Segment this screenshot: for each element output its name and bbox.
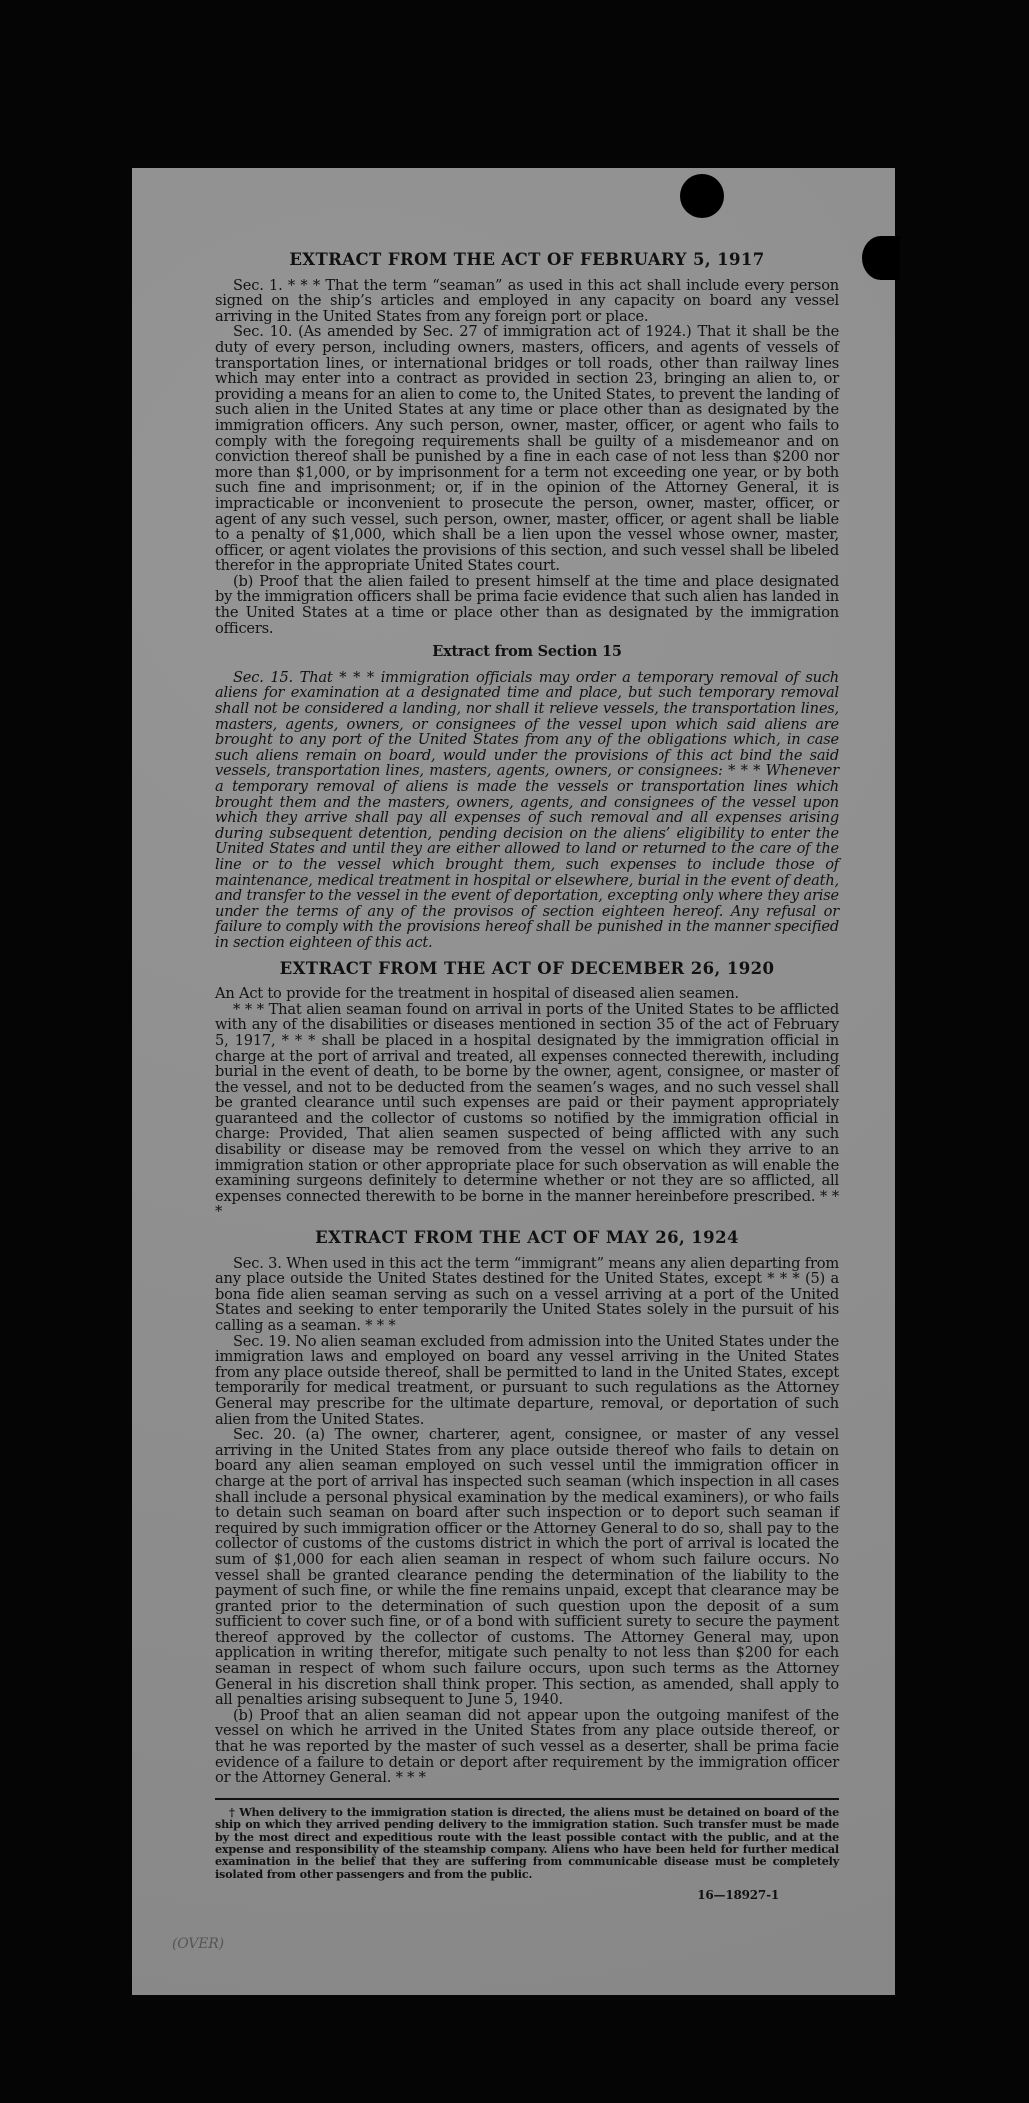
document-page [132, 168, 895, 1995]
act-1920-body: * * * That alien seaman found on arrival in ports of the United States to be afflicted with any of the disabilities or diseases mentioned in section 35 of the act of February 5, 1917, * * * shall be placed in a hospital designated by the immigration official in charge at the port of arrival and treated, all expenses connected therewith, including burial in the event of death, to be borne by the owner, agent, consignee, or master of the vessel, and not to be deducted from the seamen’s wages, and no such vessel shall be granted clearance until such expenses are paid or their payment appropriately guaranteed and the collector of customs so notified by the immigration official in charge: Provided, That alien seamen suspected of being afflicted with any such disability or disease may be removed from the vessel on which they arrive to an immigration station or other appropriate place for such observation as will enable the examining surgeons definitely to determine whether or not they are so afflicted, all expenses connected therewith to be borne in the manner hereinbefore prescribed. * * * [215, 1000, 839, 1221]
heading-act-1920: EXTRACT FROM THE ACT OF DECEMBER 26, 1920 [279, 958, 775, 978]
section-20: Sec. 20. (a) The owner, charterer, agent, consignee, or master of any vessel arriving in the United States from any place outside thereof who fails to detain on board any alien seaman employed on such vessel until the immigration officer in charge at the port of arrival has inspected such seaman (which inspection in all cases shall include a personal physical examination by the medical examiners), or who fails to detain such seaman on board after such inspection or to deport such seaman if required by such immigration officer or the Attorney General to do so, shall pay to the collector of customs of the customs district in which the port of arrival is located the sum of $1,000 for each alien seaman in respect of whom such failure occurs. No vessel shall be granted clearance pending the determination of the liability to the payment of such fine, or while the fine remains unpaid, except that clearance may be granted prior to the determination of such question upon the deposit of a sum sufficient to cover such fine, or of a bond with sufficient surety to secure the payment thereof approved by the collector of customs. The Attorney General may, upon application in writing therefor, mitigate such penalty to not less than $200 for each seaman in respect of whom such failure occurs, upon such terms as the Attorney General in his discretion shall think proper. This section, as amended, shall apply to all penalties arising subsequent to June 5, 1940. [215, 1426, 839, 1709]
footnote: † When delivery to the immigration station is directed, the aliens must be detained on board of the ship on which they arrived pending delivery to the immigration station. Such transfer must be made by the most direct and expeditious route with the least possible contact with the public, and at the expense and responsibility of the steamship company. Aliens who have been held for further medical examination in the belief that they are suffering from communicable disease must be completely isolated from other passengers and from the public. [215, 1804, 839, 1881]
section-19: Sec. 19. No alien seaman excluded from admission into the United States under the immigration laws and employed on board any vessel arriving in the United States from any place outside thereof, shall be permitted to land in the United States, except temporarily for medical treatment, or pursuant to such regulations as the Attorney General may prescribe for the ultimate departure, removal, or deportation of such alien from the United States. [215, 1332, 839, 1428]
footnote-divider [215, 1798, 839, 1800]
section-20-b: (b) Proof that an alien seaman did not appear upon the outgoing manifest of the vessel on which he arrived in the United States from any place outside thereof, or that he was reported by the master of such vessel as a deserter, shall be prima facie evidence of a failure to detain or deport after requirement by the immigration officer or the Attorney General. * * * [215, 1706, 839, 1787]
section-3: Sec. 3. When used in this act the term “immigrant” means any alien departing from any place outside the United States destined for the United States, except * * * (5) a bona fide alien seaman serving as such on a vessel arriving at a port of the United States and seeking to enter temporarily the United States solely in the pursuit of his calling as a seaman. * * * [215, 1254, 839, 1334]
section-1: Sec. 1. * * * That the term “seaman” as used in this act shall include every person signed on the ship’s articles and employed in any capacity on board any vessel arriving in the United States from any foreign port or place. [215, 276, 839, 325]
punch-hole [862, 236, 900, 280]
section-15: Sec. 15. That * * * immigration officials may order a temporary removal of such aliens for examination at a designated time and place, but such temporary removal shall not be considered a landing, nor shall it relieve vessels, the transportation lines, masters, agents, owners, or consignees of the vessel upon which said aliens are brought to any port of the United States from any of the obligations which, in case such aliens remain on board, would under the provisions of this act bind the said vessels, transportation lines, masters, agents, owners, or consignees: * * * Whenever a temporary removal of aliens is made the vessels or transportation lines which brought them and the masters, owners, agents, and consignees of the vessel upon which they arrive shall pay all expenses of such removal and all expenses arising during subsequent detention, pending decision on the aliens’ eligibility to enter the United States and until they are either allowed to land or returned to the care of the line or to the vessel which brought them, such expenses to include those of maintenance, medical treatment in hospital or elsewhere, burial in the event of death, and transfer to the vessel in the event of deportation, excepting only where they arise under the terms of any of the provisos of section eighteen hereof. Any refusal or failure to comply with the provisions hereof shall be punished in the manner specified in section eighteen of this act. [215, 668, 839, 951]
act-1920-title: An Act to provide for the treatment in hospital of diseased alien seamen. [215, 985, 739, 1003]
punch-hole [680, 174, 724, 218]
over-stamp: (OVER) [172, 1936, 224, 1953]
section-10: Sec. 10. (As amended by Sec. 27 of immigration act of 1924.) That it shall be the duty of every person, including owners, masters, officers, and agents of vessels of transportation lines, or international bridges or toll roads, other than railway lines which may enter into a contract as provided in section 23, bringing an alien to, or providing a means for an alien to come to, the United States, to prevent the landing of such alien in the United States at any time or place other than as designated by the immigration officers. Any such person, owner, master, officer, or agent who fails to comply with the foregoing requirements shall be guilty of a misdemeanor and on conviction thereof shall be punished by a fine in each case of not less than $200 nor more than $1,000, or by imprisonment for a term not exceeding one year, or by both such fine and imprisonment; or, if in the opinion of the Attorney General, it is impracticable or inconvenient to prosecute the person, owner, master, officer, or agent of any such vessel, such person, owner, master, officer, or agent shall be liable to a penalty of $1,000, which shall be a lien upon the vessel whose owner, master, officer, or agent violates the provisions of this section, and such vessel shall be libeled therefor in the appropriate United States court. [215, 323, 839, 575]
form-number: 16—18927-1 [697, 1888, 779, 1903]
heading-act-1924: EXTRACT FROM THE ACT OF MAY 26, 1924 [315, 1228, 739, 1248]
heading-act-1917: EXTRACT FROM THE ACT OF FEBRUARY 5, 1917 [289, 250, 765, 269]
section-10-b: (b) Proof that the alien failed to present himself at the time and place designated by the immigration officers shall be prima facie evidence that such alien has landed in the United States at a time or place other than as designated by the immigration officers. [215, 572, 839, 637]
heading-section-15: Extract from Section 15 [432, 643, 622, 661]
